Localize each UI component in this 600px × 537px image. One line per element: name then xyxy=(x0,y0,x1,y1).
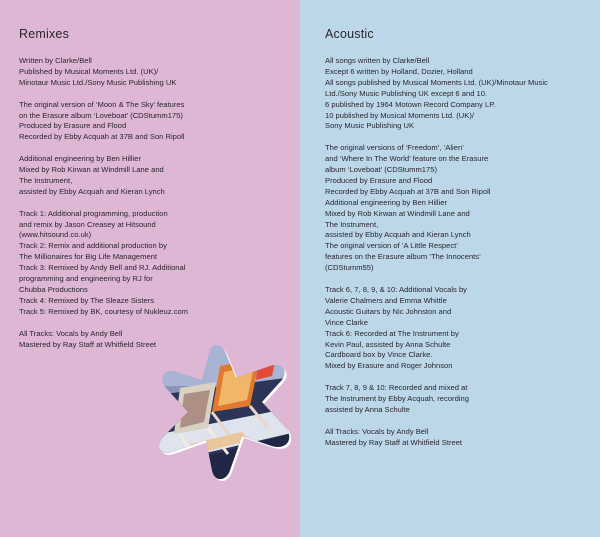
acoustic-credit-line: Cardboard box by Vince Clarke. xyxy=(325,350,433,360)
acoustic-paragraph xyxy=(325,427,590,449)
acoustic-credit-line: All songs written by Clarke/Bell xyxy=(325,56,430,65)
remixes-credit-line: The Instrument, xyxy=(19,175,73,185)
acoustic-credit-line: Ltd./Sony Music Publishing UK except 6 and 10. xyxy=(325,88,488,98)
acoustic-credit-line: Valerie Chalmers and Emma Whittle xyxy=(325,295,447,305)
acoustic-credit-line: album ‘Loveboat’ (CDStumm175) xyxy=(325,165,437,175)
acoustic-credit-line: Mixed by Rob Kirwan at Windmill Lane and xyxy=(325,208,470,218)
acoustic-credit-line: (CDStumm55) xyxy=(325,263,374,273)
acoustic-credit-line: Mastered by Ray Staff at Whitfield Street xyxy=(325,437,463,447)
remixes-paragraph xyxy=(19,154,289,198)
remixes-credit-line: Written by Clarke/Bell xyxy=(19,56,92,65)
remixes-credit-line: Published by Musical Moments Ltd. (UK)/ xyxy=(19,66,159,76)
acoustic-credit-line: Sony Music Publishing UK xyxy=(325,121,415,131)
remixes-credit-line: Recorded by Ebby Acquah at 37B and Son Ripoll xyxy=(19,132,185,142)
acoustic-credit-line: Additional engineering by Ben Hillier xyxy=(325,197,447,207)
remixes-credit-line: assisted by Ebby Acquah and Kieran Lynch xyxy=(19,186,165,196)
remixes-credit-line: Track 2: Remix and additional production by xyxy=(19,241,167,251)
acoustic-credit-line: The Instrument, xyxy=(325,219,379,229)
remixes-credit-line: programming and engineering by RJ for xyxy=(19,274,153,284)
remixes-credit-line: All Tracks: Vocals by Andy Bell xyxy=(19,328,123,338)
acoustic-credit-line: The original versions of ‘Freedom’, ‘Alien’ xyxy=(325,143,464,153)
acoustic-credit-line: assisted by Ebby Acquah and Kieran Lynch xyxy=(325,230,471,240)
star-deckchairs-illustration xyxy=(150,336,300,486)
remixes-credit-line: The Millionaires for Big Life Management xyxy=(19,252,158,262)
acoustic-credit-line: The Instrument by Ebby Acquah, recording xyxy=(325,394,469,404)
acoustic-panel xyxy=(300,0,600,537)
remixes-credit-line: on the Erasure album ‘Loveboat’ (CDStumm175) xyxy=(19,110,183,120)
remixes-credits xyxy=(19,56,289,361)
acoustic-credit-line: All Tracks: Vocals by Andy Bell xyxy=(325,426,429,436)
remixes-credit-line: Additional engineering by Ben Hillier xyxy=(19,154,141,164)
acoustic-credit-line: Produced by Erasure and Flood xyxy=(325,175,433,185)
acoustic-paragraph xyxy=(325,285,590,372)
remixes-paragraph xyxy=(19,56,289,89)
acoustic-credit-line: Except 6 written by Holland, Dozier, Holland xyxy=(325,66,473,76)
acoustic-credit-line: 10 published by Musical Moments Ltd. (UK)/ xyxy=(325,110,474,120)
acoustic-paragraph xyxy=(325,383,590,416)
acoustic-credit-line: 6 published by 1964 Motown Record Company LP. xyxy=(325,99,496,109)
acoustic-credit-line: Kevin Paul, assisted by Anna Schulte xyxy=(325,339,451,349)
acoustic-credit-line: features on the Erasure album ‘The Innocents’ xyxy=(325,252,481,262)
acoustic-title: Acoustic xyxy=(325,27,374,41)
remixes-credit-line: Produced by Erasure and Flood xyxy=(19,121,127,131)
remixes-credit-line: Track 4: Remixed by The Sleaze Sisters xyxy=(19,295,155,305)
remixes-credit-line: (www.hitsound.co.uk) xyxy=(19,230,92,240)
acoustic-paragraph xyxy=(325,56,590,132)
acoustic-credit-line: Recorded by Ebby Acquah at 37B and Son Ripoll xyxy=(325,186,491,196)
acoustic-credit-line: assisted by Anna Schulte xyxy=(325,404,410,414)
acoustic-credit-line: Acoustic Guitars by Nic Johnston and xyxy=(325,306,452,316)
acoustic-credits xyxy=(325,56,590,459)
acoustic-credit-line: and ‘Where In The World’ feature on the Erasure xyxy=(325,154,489,164)
remixes-credit-line: Mixed by Rob Kirwan at Windmill Lane and xyxy=(19,165,164,175)
remixes-credit-line: Chubba Productions xyxy=(19,284,88,294)
acoustic-paragraph xyxy=(325,143,590,274)
remixes-credit-line: Track 3: Remixed by Andy Bell and RJ. Additional xyxy=(19,263,186,273)
remixes-credit-line: Track 5: Remixed by BK, courtesy of Nukleuz.com xyxy=(19,306,188,316)
remixes-title: Remixes xyxy=(19,27,70,41)
remixes-paragraph xyxy=(19,209,289,318)
acoustic-credit-line: All songs published by Musical Moments Ltd. (UK)/Minotaur Music xyxy=(325,77,548,87)
acoustic-credit-line: Track 6: Recorded at The Instrument by xyxy=(325,328,459,338)
remixes-credit-line: Minotaur Music Ltd./Sony Music Publishing UK xyxy=(19,77,177,87)
acoustic-credit-line: Track 7, 8, 9 & 10: Recorded and mixed at xyxy=(325,383,468,393)
remixes-credit-line: and remix by Jason Creasey at Hitsound xyxy=(19,219,156,229)
remixes-credit-line: Track 1: Additional programming, production xyxy=(19,208,168,218)
remixes-paragraph xyxy=(19,100,289,144)
remixes-credit-line: Mastered by Ray Staff at Whitfield Street xyxy=(19,339,157,349)
remixes-credit-line: The original version of ‘Moon & The Sky’ features xyxy=(19,99,185,109)
acoustic-credit-line: Vince Clarke xyxy=(325,317,368,327)
acoustic-credit-line: The original version of ‘A Little Respect’ xyxy=(325,241,458,251)
acoustic-credit-line: Mixed by Erasure and Roger Johnson xyxy=(325,361,453,371)
acoustic-credit-line: Track 6, 7, 8, 9, & 10: Additional Vocals by xyxy=(325,285,467,294)
